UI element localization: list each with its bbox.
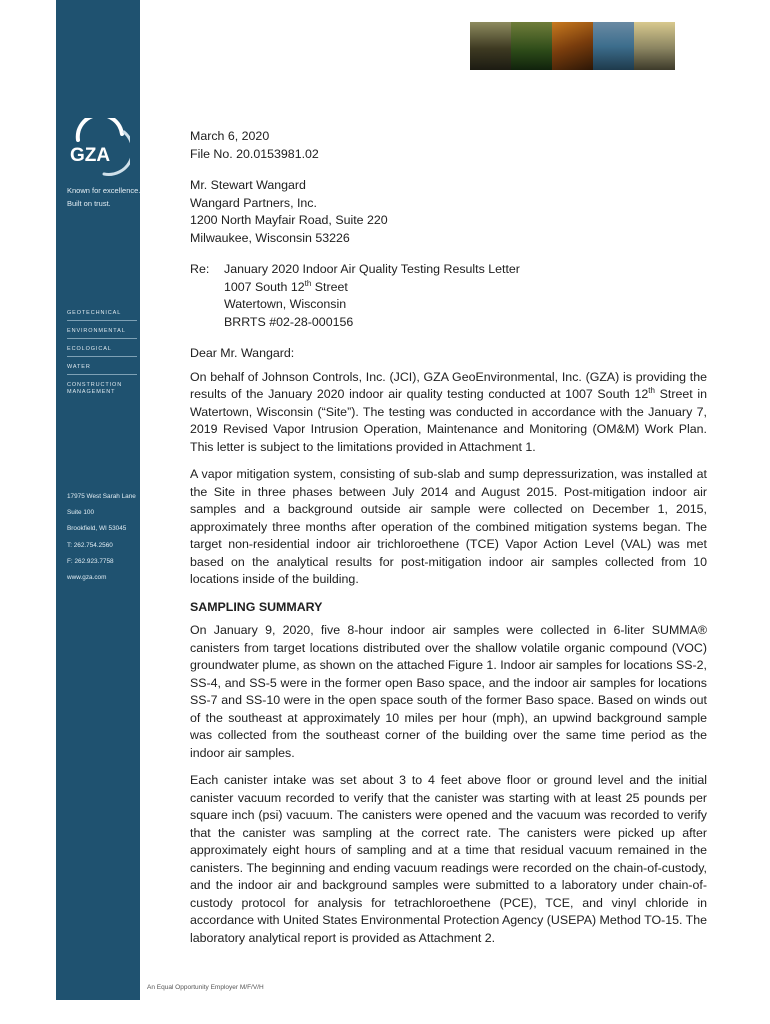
logo-text: GZA [70,145,111,166]
paragraph-sampling: On January 9, 2020, five 8-hour indoor air samples were collected in 6-liter SUMMA® canisters from target locations distributed over the shallow volatile organic compound (VOC) groundwater plume, as shown on the attached Figure 1. Indoor air samples for locations SS-2, SS-4, and SS-5 were in the former open Baso space, and the indoor air samples for locations SS-7 and SS-10 were in the open space south of the former Baso space. Based on winds out of the southeast at approximately 10 miles per hour (mph), an upwind background sample was collected from the southeast corner of the building over the same time period as the indoor air samples. [190,623,707,760]
salutation: Dear Mr. Wangard: [190,346,295,360]
photo-plant [511,22,552,70]
re-line: January 2020 Indoor Air Quality Testing Results Letter [224,262,520,276]
tagline-line: Built on trust. [67,199,111,208]
discipline-item: CONSTRUCTION [67,382,123,388]
section-heading: SAMPLING SUMMARY [190,599,323,614]
address-line: Brookfield, WI 53045 [67,525,127,533]
photo-bridge [470,22,511,70]
discipline-item: ENVIRONMENTAL [67,328,137,339]
discipline-item: GEOTECHNICAL [67,310,137,321]
tagline [67,184,140,210]
recipient-line: Mr. Stewart Wangard [190,178,306,192]
paragraph-mitigation: A vapor mitigation system, consisting of sub-slab and sump depressurization, was installed at the Site in three phases between July 2014 and August 2015. Post-mitigation indoor air samples and a background outside air sample were collected on December 1, 2015, approximately three months after operation of the combined mitigation systems began. The target non-residential indoor air trichloroethene (TCE) Vapor Action Level (VAL) was met based on the analytical results for post-mitigation indoor air samples collected from 10 locations inside of the building. [190,467,707,586]
letter-body [190,128,707,957]
gza-logo-icon [64,118,130,178]
fax-line: F: 262.923.7758 [67,557,114,565]
recipient-line: Wangard Partners, Inc. [190,195,317,210]
re-block [190,261,707,331]
re-line: BRRTS #02-28-000156 [224,314,354,329]
letter-date: March 6, 2020 [190,129,270,143]
re-label: Re: [190,262,210,276]
photo-waterfall [593,22,634,70]
header-photo-strip [470,22,675,70]
address-line: 17975 West Sarah Lane [67,493,136,500]
recipient-line: 1200 North Mayfair Road, Suite 220 [190,213,388,227]
discipline-list [67,310,137,406]
photo-butterfly [552,22,593,70]
discipline-item: ECOLOGICAL [67,346,137,357]
file-number: File No. 20.0153981.02 [190,146,319,161]
re-line: Watertown, Wisconsin [224,297,347,311]
website-link[interactable]: www.gza.com [67,574,107,582]
address-line: Suite 100 [67,509,95,517]
tagline-line: Known for excellence. [67,186,141,195]
photo-crane [634,22,675,70]
office-address [67,489,136,586]
phone-line: T: 262.754.2560 [67,541,113,549]
re-line: 1007 South 12th Street [224,278,348,294]
discipline-item: WATER [67,364,137,375]
paragraph-intro: On behalf of Johnson Controls, Inc. (JCI), GZA GeoEnvironmental, Inc. (GZA) is providing the results of the January 2020 indoor air quality testing conducted at 1007 South 12th Street in Watertown, Wisconsin (“Site”). The testing was conducted in accordance with the January 7, 2019 Revised Vapor Intrusion Operation, Maintenance and Monitoring (OM&M) Work Plan. This letter is subject to the limitations provided in Attachment 1. [190,369,707,454]
paragraph-canister: Each canister intake was set about 3 to 4 feet above floor or ground level and the initial canister vacuum recorded to verify that the canister was starting with at least 25 pounds per square inch (psi) vacuum. The canisters were opened and the vacuum was recorded to verify that the canister was sampling at the correct rate. The canisters were picked up after approximately eight hours of sampling and at a time that residual vacuum remained in the canisters. The beginning and ending vacuum readings were recorded on the chain-of-custody, and the indoor air and background samples were submitted to a laboratory under chain-of-custody protocol for analysis for tetrachloroethene (PCE), TCE, and vinyl chloride in accordance with United States Environmental Protection Agency (USEPA) Method TO-15. The laboratory analytical report is provided as Attachment 2. [190,773,707,945]
recipient-block [190,177,707,247]
footer-eoe: An Equal Opportunity Employer M/F/V/H [147,984,264,991]
recipient-line: Milwaukee, Wisconsin 53226 [190,230,350,245]
discipline-item: MANAGEMENT [67,389,116,395]
